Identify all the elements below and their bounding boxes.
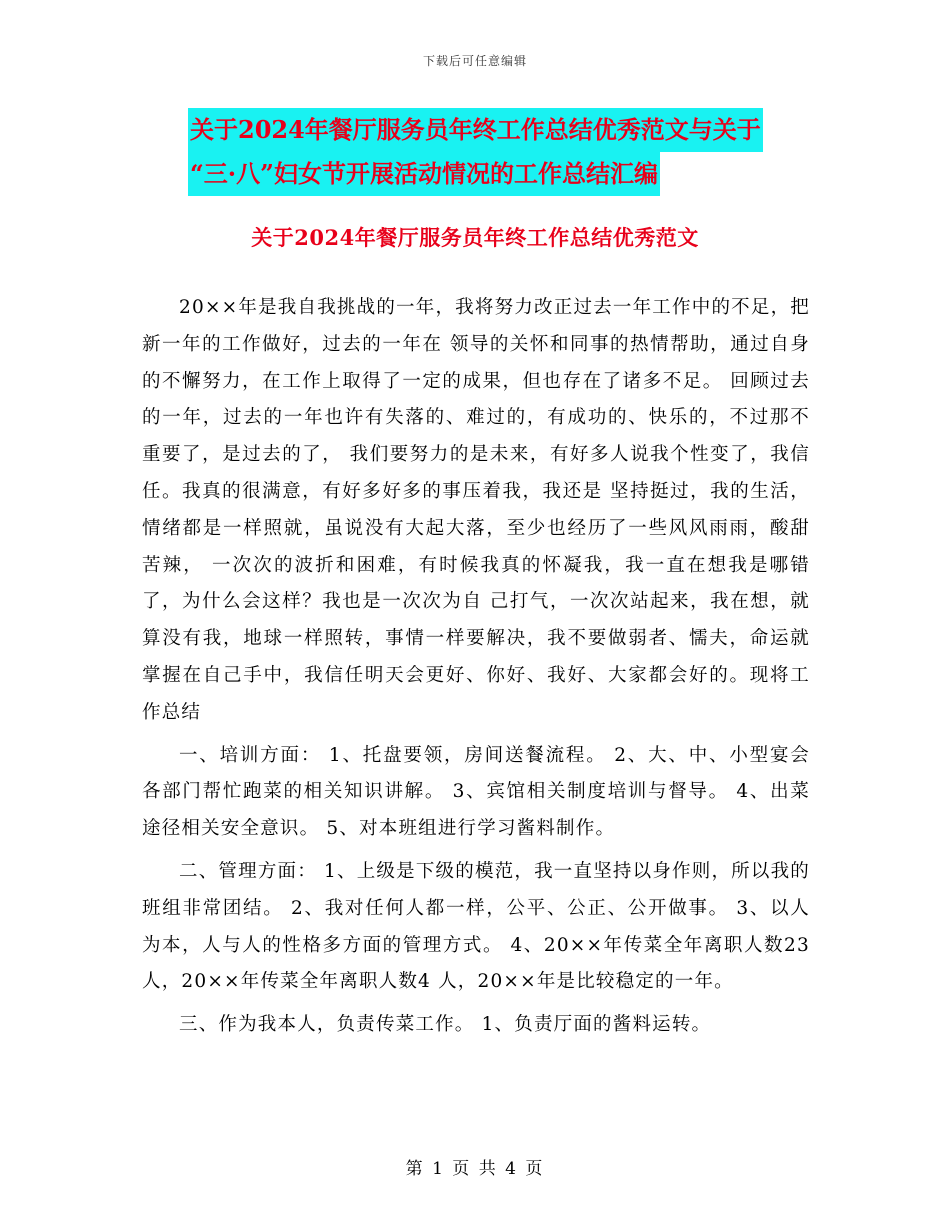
- page-number: 第 1 页 共 4 页: [405, 1159, 545, 1179]
- paragraph-intro: 20××年是我自我挑战的一年，我将努力改正过去一年工作中的不足，把新一年的工作做好，过去的一年在 领导的关怀和同事的热情帮助，通过自身的不懈努力，在工作上取得了一定的成果，但也存在了诸多不足。 回顾过去的一年，过去的一年也许有失落的、难过的，有成功的、快乐的，不过那不重要了，是过去的了， 我们要努力的是未来，有好多人说我个性变了，我信任。我真的很满意，有好多好多的事压着我，我还是 坚持挺过，我的生活，情绪都是一样照就，虽说没有大起大落，至少也经历了一些风风雨雨，酸甜苦辣， 一次次的波折和困难，有时候我真的怀凝我，我一直在想我是哪错了，为什么会这样？我也是一次次为自 己打气，一次次站起来，我在想，就算没有我，地球一样照转，事情一样要解决，我不要做弱者、懦夫，命运就掌握在自己手中，我信任明天会更好、你好、我好、大家都会好的。现将工作总结: [142, 297, 810, 723]
- paragraph-training: 一、培训方面： 1、托盘要领，房间送餐流程。 2、大、中、小型宴会各部门帮忙跑菜的相关知识讲解。 3、宾馆相关制度培训与督导。 4、出菜途径相关安全意识。 5、对本班组进行学习酱料制作。: [142, 744, 810, 840]
- section-title: 关于2024年餐厅服务员年终工作总结优秀范文: [251, 225, 699, 250]
- document-title-line-1: 关于2024年餐厅服务员年终工作总结优秀范文与关于: [188, 108, 763, 152]
- document-title-line-2: “三·八”妇女节开展活动情况的工作总结汇编: [188, 152, 660, 196]
- paragraph-personal-duty: 三、作为我本人，负责传菜工作。 1、负责厅面的酱料运转。: [179, 1014, 712, 1036]
- page-header-note: 下载后可任意编辑: [422, 54, 527, 68]
- paragraph-management: 二、管理方面： 1、上级是下级的模范，我一直坚持以身作则，所以我的班组非常团结。 2、我对任何人都一样，公平、公正、公开做事。 3、以人为本，人与人的性格多方面的管理方式。 4、20××年传菜全年离职人数23 人，20××年传菜全年离职人数4 人，20××年是比较稳定的一年。: [142, 860, 810, 993]
- document-body: [142, 290, 810, 1050]
- document-title: [140, 108, 840, 196]
